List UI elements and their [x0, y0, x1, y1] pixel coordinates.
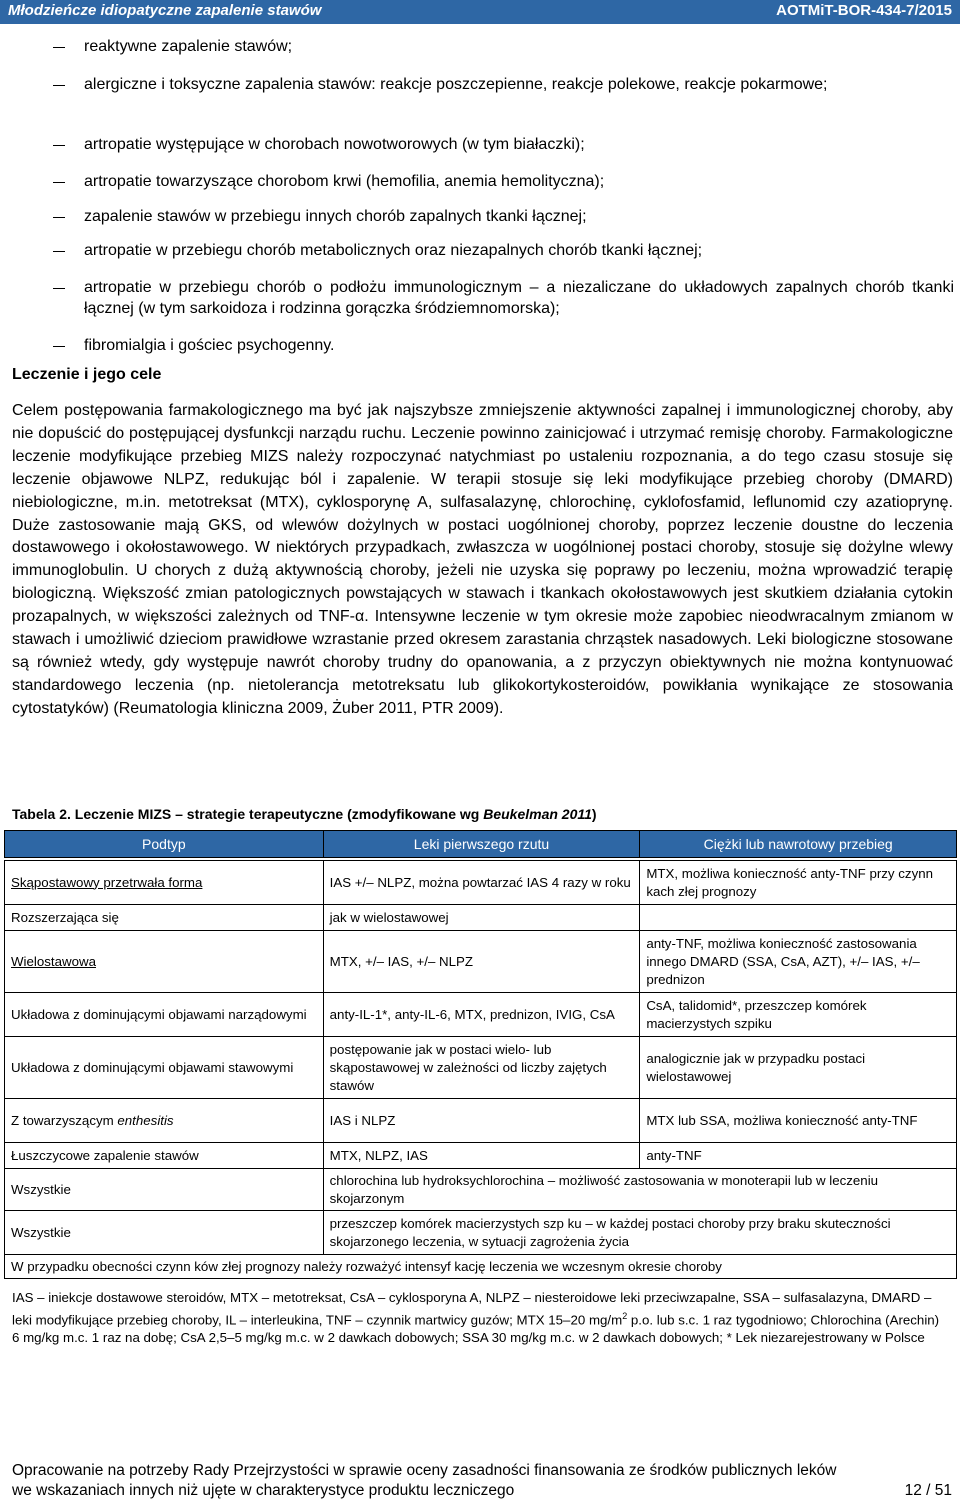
cell-text: Wielostawowa — [11, 953, 96, 969]
dash-bullet — [53, 85, 65, 86]
table-cell: chlorochina lub hydroksychlorochina – możliwość zastosowania w monoterapii lub w leczeniu skojarzonym — [323, 1169, 956, 1211]
footnote-text-continued: p.o. lub s.c. 1 raz tygodniowo; Chlorochina (Arechin) 6 mg/kg m.c. 1 raz na dobę; CsA 2,5–5 mg/kg m.c. w 2 dawkach dobowych; SSA 30 mg/kg m.c. w 2 dawkach dobowych; * Lek niezarejestrowany w Polsce — [12, 1312, 940, 1346]
table-cell — [5, 1099, 324, 1143]
list-item-text: alergiczne i toksyczne zapalenia stawów: reakcje poszczepienne, reakcje polekowe, reakcje pokarmowe; — [84, 76, 828, 93]
footer-line: Opracowanie na potrzeby Rady Przejrzystości w sprawie oceny zasadności finansowania ze środków publicznych leków — [12, 1462, 837, 1479]
page-number: 12 / 51 — [904, 1482, 952, 1499]
list-item-text: zapalenie stawów w przebiegu innych chorób zapalnych tkanki łącznej; — [84, 208, 587, 225]
section-heading: Leczenie i jego cele — [12, 366, 162, 383]
footnote-text: IAS – iniekcje dostawowe steroidów, MTX – metotreksat, CsA – cyklosporyna A, NLPZ – niesteroidowe leki przeciwzapalne, SSA – sulfasalazyna, DMARD – leki modyfikujące przebieg choroby, IL – interleukina, TNF – czynnik martwicy guzów; MTX 15–20 mg/m — [12, 1290, 932, 1328]
table-row — [5, 1211, 957, 1255]
table-cell: Układowa z dominującymi objawami stawowymi — [5, 1037, 324, 1099]
table-cell: MTX, możliwa konieczność anty-TNF przy czynn kach złej prognozy — [640, 861, 957, 905]
table-cell: W przypadku obecności czynn ków złej prognozy należy rozważyć intensyf kację leczenia we wczesnym okresie choroby — [5, 1255, 957, 1279]
header-report-id: AOTMiT-BOR-434-7/2015 — [776, 2, 952, 19]
table-cell: MTX, NLPZ, IAS — [323, 1143, 640, 1169]
table-row — [5, 1255, 957, 1279]
list-item-text: artropatie towarzyszące chorobom krwi (hemofilia, anemia hemolityczna); — [84, 173, 605, 190]
column-header: Ciężki lub nawrotowy przebieg — [640, 831, 957, 858]
dash-bullet — [53, 251, 65, 252]
list-item-text: artropatie występujące w chorobach nowotworowych (w tym białaczki); — [84, 136, 585, 153]
body-paragraph — [12, 400, 953, 721]
table-cell: MTX lub SSA, możliwa konieczność anty-TNF — [640, 1099, 957, 1143]
caption-text: Tabela 2. Leczenie MIZS – strategie terapeutyczne (zmodyfikowane wg — [12, 806, 484, 822]
table-cell: anty-TNF — [640, 1143, 957, 1169]
table-cell — [5, 931, 324, 993]
table-footnote — [12, 1289, 947, 1347]
caption-citation: Beukelman 2011 — [483, 806, 592, 822]
cell-italic-text: enthesitis — [117, 1112, 174, 1128]
table-row — [5, 861, 957, 905]
column-header: Leki pierwszego rzutu — [323, 831, 640, 858]
table-caption — [12, 806, 597, 822]
table-cell: Łuszczycowe zapalenie stawów — [5, 1143, 324, 1169]
table-cell: postępowanie jak w postaci wielo- lub skąpostawowej w zależności od liczby zajętych stawów — [323, 1037, 640, 1099]
table-cell: Układowa z dominującymi objawami narządowymi — [5, 993, 324, 1037]
dash-bullet — [53, 346, 65, 347]
table-row — [5, 905, 957, 931]
cell-text: Z towarzyszącym — [11, 1112, 118, 1128]
table-row — [5, 931, 957, 993]
caption-suffix: ) — [591, 806, 597, 822]
page-header — [0, 0, 960, 24]
dash-bullet — [53, 288, 65, 289]
table-cell: anty-TNF, możliwa konieczność zastosowania innego DMARD (SSA, CsA, AZT), +/– IAS, +/– prednizon — [640, 931, 957, 993]
table-cell: CsA, talidomid*, przeszczep komórek macierzystych szpiku — [640, 993, 957, 1037]
table-row — [5, 993, 957, 1037]
table-cell: MTX, +/– IAS, +/– NLPZ — [323, 931, 640, 993]
table-cell: IAS i NLPZ — [323, 1099, 640, 1143]
table-cell — [5, 861, 324, 905]
dash-bullet — [53, 217, 65, 218]
table-row — [5, 1169, 957, 1211]
table-cell: jak w wielostawowej — [323, 905, 640, 931]
table-row — [5, 1143, 957, 1169]
dash-bullet — [53, 182, 65, 183]
table-cell: IAS +/– NLPZ, można powtarzać IAS 4 razy w roku — [323, 861, 640, 905]
dash-bullet — [53, 47, 65, 48]
dash-bullet — [53, 145, 65, 146]
table-row — [5, 1037, 957, 1099]
table-header-row — [5, 831, 957, 858]
table-cell — [640, 905, 957, 931]
paragraph-text: Celem postępowania farmakologicznego ma być jak najszybsze zmniejszenie aktywności zapalnej i immunologicznej choroby, aby nie dopuścić do postępującej dysfunkcji narządu ruchu. Leczenie powinno zainicjować i utrzymać remisję choroby. Farmakologiczne leczenie modyfikujące przebieg MIZS należy rozpoczynać natychmiast po ustaleniu rozpoznania, a do tego czasu stosuje się leczenie objawowe NLPZ, redukując ból i zapalenie. W terapii stosuje się leki modyfikujące przebieg choroby (DMARD) niebiologiczne, m.in. metotreksat (MTX), cyklosporynę A, sulfasalazynę, chlorochinę, cyklofosfamid, leflunomid czy azatioprynę. Duże zastosowanie mają GKS, od wlewów dożylnych w postaci uogólnionej choroby, poprzez leczenie doustne do leczenia dostawowego i okołostawowego. W niektórych przypadkach, zwłaszcza w uogólnionej postaci choroby, stosuje się dożylne wlewy immunoglobulin. U chorych z dużą aktywnością choroby, jeżeli nie uzyska się poprawy po leczeniu, można wprowadzić terapię biologiczną. Większość zmian patologicznych powstających w stawach i tkankach okołostawowych jest skutkiem działania cytokin prozapalnych, w większości zależnych od TNF-α. Intensywne leczenie w tym okresie może zapobiec nieodwracalnym zmianom w stawach i umożliwić dzieciom prawidłowe wzrastanie przed okresem zarastania chrząstek nasadowych. Leki biologiczne stosowane są również wtedy, gdy występuje nawrót choroby trudny do opanowania, a z przyczyn obiektywnych nie można kontynuować standardowego leczenia (np. nietolerancja metotreksatu lub glikokortykosteroidów, powikłania wynikające ze stosowania cytostatyków) (Reumatologia kliniczna 2009, Żuber 2011, PTR 2009). — [12, 402, 953, 717]
treatment-strategy-table — [4, 830, 957, 1279]
list-item-text: reaktywne zapalenie stawów; — [84, 38, 293, 55]
list-item-text: fibromialgia i gościec psychogenny. — [84, 337, 335, 354]
list-item-text: artropatie w przebiegu chorób o podłożu immunologicznym – a niezaliczane do układowych zapalnych chorób tkanki łącznej (w tym sarkoidoza i rodzinna gorączka śródziemnomorska); — [84, 279, 954, 317]
table-cell: Wszystkie — [5, 1169, 324, 1211]
column-header: Podtyp — [5, 831, 324, 858]
table-cell: analogicznie jak w przypadku postaci wielostawowej — [640, 1037, 957, 1099]
cell-text: Skąpostawowy przetrwała forma — [11, 874, 203, 890]
list-item-text: artropatie w przebiegu chorób metabolicznych oraz niezapalnych chorób tkanki łącznej; — [84, 242, 703, 259]
table-cell: Rozszerzająca się — [5, 905, 324, 931]
footer-line: we wskazaniach innych niż ujęte w charakterystyce produktu leczniczego — [12, 1482, 515, 1499]
table-cell: Wszystkie — [5, 1211, 324, 1255]
table-row — [5, 1099, 957, 1143]
table-cell: anty-IL-1*, anty-IL-6, MTX, prednizon, IVIG, CsA — [323, 993, 640, 1037]
header-title: Młodzieńcze idiopatyczne zapalenie stawów — [8, 2, 322, 19]
page-footer — [12, 1461, 952, 1501]
table-cell: przeszczep komórek macierzystych szp ku – w każdej postaci choroby przy braku skuteczności skojarzonego leczenia, w sytuacji zagrożenia życia — [323, 1211, 956, 1255]
footnote-superscript: 2 — [622, 1311, 628, 1321]
